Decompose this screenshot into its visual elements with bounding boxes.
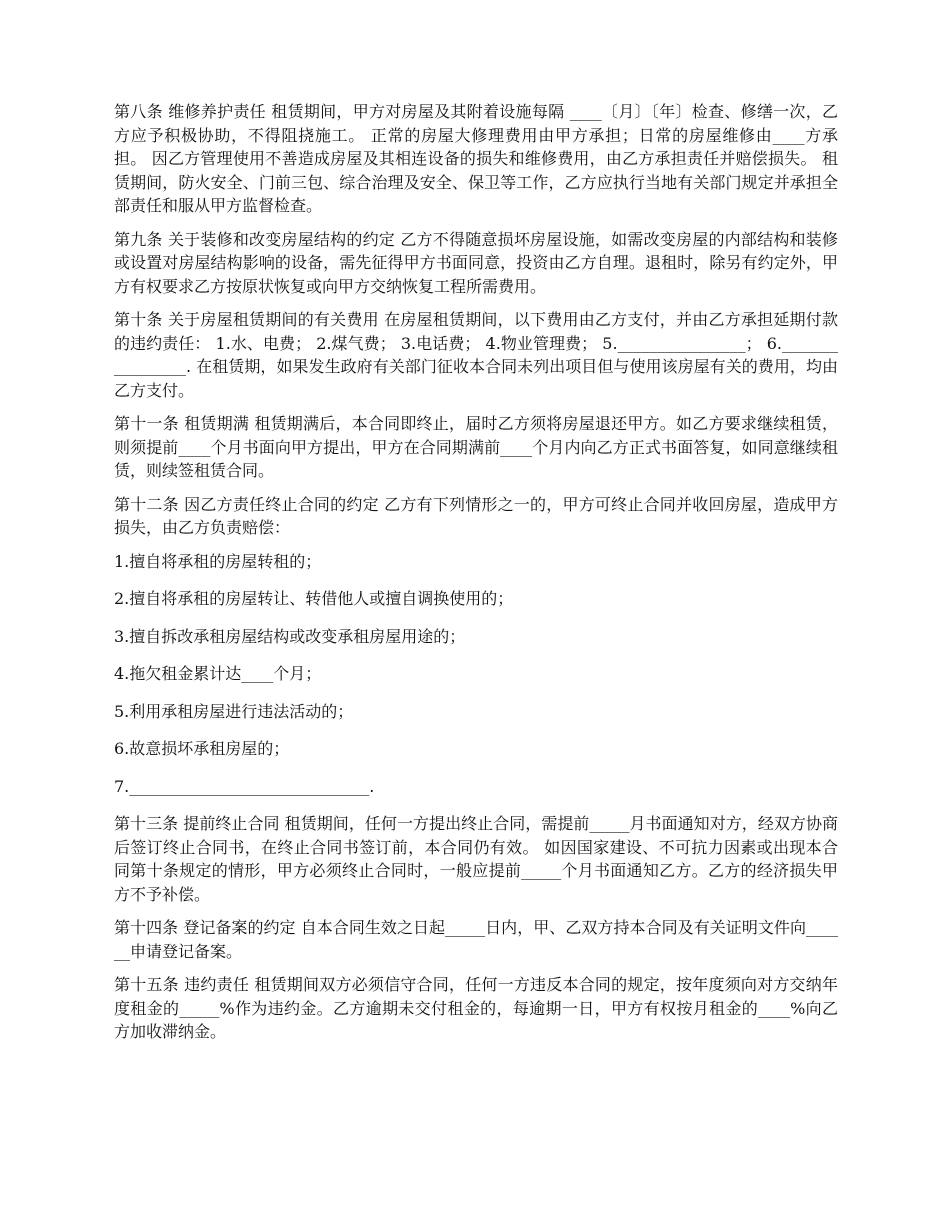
article-8-maintenance: 第八条 维修养护责任 租赁期间，甲方对房屋及其附着设施每隔 ____〔月〕〔年〕检查、修缮一次，乙方应予积极协助，不得阻挠施工。 正常的房屋大修理费用由甲方承担；日常的房屋维修由____方承担。 因乙方管理使用不善造成房屋及其相连设备的损失和维修费用，由乙方承担责任并赔偿损失。 租赁期间，防火安全、门前三包、综合治理及安全、保卫等工作，乙方应执行当地有关部门规定并承担全部责任和服从甲方监督检查。 xyxy=(114,102,838,215)
article-13-early-termination: 第十三条 提前终止合同 租赁期间，任何一方提出终止合同，需提前_____月书面通知对方，经双方协商后签订终止合同书，在终止合同书签订前，本合同仍有效。 如因国家建设、不可抗力因素或出现本合同第十条规定的情形，甲方必须终止合同时，一般应提前_____个月书面通知乙方。乙方的经济损失甲方不予补偿。 xyxy=(114,814,838,904)
article-14-registration: 第十四条 登记备案的约定 自本合同生效之日起_____日内，甲、乙双方持本合同及有关证明文件向______申请登记备案。 xyxy=(114,918,838,961)
article-11-expiry: 第十一条 租赁期满 租赁期满后，本合同即终止，届时乙方须将房屋退还甲方。如乙方要求继续租赁，则须提前____个月书面向甲方提出，甲方在合同期满前____个月内向乙方正式书面答复，如同意继续租赁，则续签租赁合同。 xyxy=(114,414,838,480)
article-12-termination: 第十二条 因乙方责任终止合同的约定 乙方有下列情形之一的，甲方可终止合同并收回房屋，造成甲方损失，由乙方负责赔偿： xyxy=(114,494,838,537)
list-item-4: 4.拖欠租金累计达____个月； xyxy=(114,664,322,683)
article-10-fees: 第十条 关于房屋租赁期间的有关费用 在房屋租赁期间，以下费用由乙方支付，并由乙方承担延期付款的违约责任： 1.水、电费； 2.煤气费； 3.电话费； 4.物业管理费； 5.________________； 6.________________. 在租赁期，如果发生政府有关部门征收本合同未列出项目但与使用该房屋有关的费用，均由乙方支付。 xyxy=(114,310,838,400)
list-item-5: 5.利用承租房屋进行违法活动的； xyxy=(114,701,354,721)
list-item-1: 1.擅自将承租的房屋转租的； xyxy=(114,551,322,571)
list-item-2: 2.擅自将承租的房屋转让、转借他人或擅自调换使用的； xyxy=(114,589,514,608)
article-9-renovation: 第九条 关于装修和改变房屋结构的约定 乙方不得随意损坏房屋设施，如需改变房屋的内部结构和装修或设置对房屋结构影响的设备，需先征得甲方书面同意，投资由乙方自理。退租时，除另有约定外，甲方有权要求乙方按原状恢复或向甲方交纳恢复工程所需费用。 xyxy=(114,229,838,296)
list-item-7: 7.______________________________. xyxy=(114,776,375,796)
article-15-liability: 第十五条 违约责任 租赁期间双方必须信守合同，任何一方违反本合同的规定，按年度须向对方交纳年度租金的_____%作为违约金。乙方逾期未交付租金的，每逾期一日，甲方有权按月租金的____%向乙方加收滞纳金。 xyxy=(114,975,838,1041)
list-item-3: 3.擅自拆改承租房屋结构或改变承租房屋用途的； xyxy=(114,626,466,646)
list-item-6: 6.故意损坏承租房屋的； xyxy=(114,739,290,758)
document-body xyxy=(114,100,838,1054)
